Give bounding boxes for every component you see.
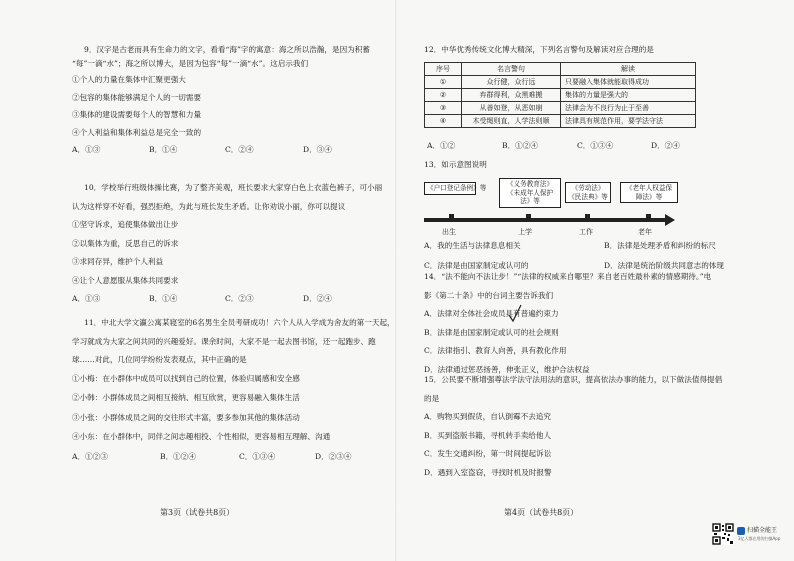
tick-birth (449, 214, 454, 220)
q11-stem-line-1: 11．中北大学文瀛公寓某寝室的6名男生全员考研成功！六个人从入学成为舍友的第一天起， (84, 318, 395, 327)
q13-option-b: B．法律是处理矛盾和纠纷的标尺 (604, 241, 716, 250)
q11-item-2: ②小韩：小群体成员之间相互接纳、相互欣赏，更容易融入集体生活 (72, 393, 300, 402)
q10-stem-line-1: 10．学校举行班级体操比赛，为了整齐美观，班长要求大家穿白色上衣蓝色裤子，可小丽 (84, 183, 383, 192)
q12-option-a: A．①② (427, 141, 456, 150)
q12-option-b: B．①②④ (502, 141, 538, 150)
table-row: ④ 木受绳则直，人学法则顺 法律具有规范作用，要学法守法 (425, 115, 696, 128)
q10-item-4: ④让个人意愿服从集体共同要求 (72, 275, 179, 285)
stage-school: 上学 (518, 228, 532, 236)
law-box-school: 《义务教育法》《未成年人保护法》等 (499, 178, 561, 208)
page-3-footer: 第3页（试卷共8页） (160, 508, 235, 517)
q10-option-a: A．①③ (72, 294, 101, 303)
q15-option-a: A．购物买到假货，自认倒霉不去追究 (424, 412, 551, 421)
q10-options (72, 294, 389, 305)
q9-stem-line-1: 9．汉字是古老而具有生命力的文字，看看“海”字的寓意：海之所以浩瀚，是因为积蓄 (84, 45, 370, 54)
stage-birth: 出生 (442, 228, 456, 236)
q11-item-4: ④小东：在小群体中，同伴之间志趣相投、个性相似，更容易相互理解、沟通 (72, 432, 331, 441)
q13-options (424, 241, 784, 271)
q14-option-d: D．法律通过惩恶扬善，伸张正义，维护合法权益 (424, 364, 590, 374)
header-interpretation: 解读 (561, 63, 696, 76)
q9-item-1: ①个人的力量在集体中汇聚更强大 (72, 75, 186, 84)
q9-option-a: A．①③ (72, 145, 101, 154)
q13-option-d: D．法律是统治阶级共同意志的体现 (604, 260, 724, 270)
q9-item-3: ③集体的建设需要每个人的智慧和力量 (72, 110, 202, 119)
qr-code-icon (712, 523, 734, 545)
scanner-app-tagline: 3亿人都在用的扫描App (738, 536, 781, 541)
q15-option-b: B．买到盗版书籍，寻机转手卖给他人 (424, 430, 552, 440)
question-11 (72, 318, 395, 462)
q15-option-d: D．遇到入室盗窃，寻找时机及时报警 (424, 467, 552, 477)
timeline-arrow (424, 218, 667, 222)
q14-option-b: B．法律是由国家制定或认可的社会规则 (424, 327, 559, 337)
q12-options (427, 141, 680, 152)
maxims-table (424, 62, 696, 128)
question-9 (72, 45, 389, 156)
q15-stem-line-1: 15．公民要不断增强尊法学法守法用法的意识，提高依法办事的能力，以下做法值得提倡 (424, 375, 723, 384)
q13-option-a: A．我的生活与法律息息相关 (424, 241, 521, 250)
q10-stem-line-2: 认为这样穿不好看，强烈拒绝，为此与班长发生矛盾。让你劝说小丽，你可以提议 (72, 201, 346, 211)
scanner-app-name: 扫描全能王 (747, 527, 778, 534)
q10-option-b: B．①④ (149, 294, 178, 303)
q14-option-c: C．法律指引、教育人向善，具有教化作用 (424, 346, 567, 355)
arrow-head-icon (665, 214, 675, 226)
q11-option-b: B．①②④ (160, 451, 196, 461)
table-row: ① 众行健，众行远 只要融入集体就能取得成功 (425, 76, 696, 89)
tick-old-age (646, 214, 651, 220)
q10-option-c: C．②③ (225, 294, 254, 303)
q11-item-3: ③小张：小群体成员之间的交往形式丰富，要多参加其他的集体活动 (72, 412, 300, 422)
question-13-stem: 13．如示意图说明 (424, 160, 487, 169)
scanner-app-badge (712, 523, 784, 545)
q10-item-1: ①坚守诉求，追使集体做出让步 (72, 220, 179, 229)
q9-stem-line-2: “每”一滴“水”；海之所以博大，是因为包容“每”一滴“水”。这启示我们 (72, 58, 309, 68)
q9-item-2: ②包容的集体能够满足个人的一切需要 (72, 92, 202, 102)
q9-option-d: D．③④ (303, 145, 332, 154)
header-maxim: 名言警句 (462, 63, 561, 76)
stage-old-age: 老年 (638, 228, 652, 236)
q13-option-c: C．法律是由国家制定或认可的 (424, 260, 529, 270)
q14-option-a: A．法律对全体社会成员具有普遍约束力 (424, 309, 559, 318)
q11-option-d: D．②③④ (315, 451, 352, 461)
maxims-table-header (425, 63, 696, 76)
life-stage-law-timeline (422, 178, 682, 238)
q15-stem-line-2: 的是 (424, 393, 440, 403)
scanner-logo-icon (737, 527, 745, 535)
q14-stem-line-2: 影《第二十条》中的台词主要告诉我们 (424, 290, 554, 300)
exam-page-4 (397, 0, 794, 561)
table-row: ② 弃群得利，众黑难搬 集体的力量是强大的 (425, 89, 696, 102)
law-box-work: 《劳动法》《民法典》等 (565, 182, 611, 203)
q11-stem-line-2: 学习就成为大家之间共同的兴趣爱好。课余时间，大家不是一起去图书馆，还一起跑步、跑 (72, 336, 376, 346)
q11-option-a: A．①②③ (72, 451, 108, 461)
q9-options (72, 145, 389, 156)
q12-option-c: C．①③④ (577, 141, 614, 150)
table-row: ③ 从善如登，从恶如崩 法律会为不良行为止于至善 (425, 102, 696, 115)
law-box-birth: 《户口登记条例》等 (424, 182, 476, 195)
q11-options (72, 452, 394, 463)
q11-option-c: C．①③④ (239, 451, 276, 461)
q9-item-4: ④个人利益和集体利益总是完全一致的 (72, 127, 202, 137)
q9-option-b: B．①④ (149, 145, 178, 154)
q12-option-d: D．②④ (651, 141, 680, 150)
q11-item-1: ①小梅：在小群体中成员可以找到自己的位置，体验归属感和安全感 (72, 373, 300, 383)
pen-mark-icon (507, 303, 523, 325)
q11-stem-line-3: 球……对此，几位同学纷纷发表观点，其中正确的是 (72, 355, 247, 364)
q14-stem-line-1: 14．“法不能向不法让步！”“法律的权威来自哪里？来自老百姓最朴素的情感期待。”电 (424, 272, 712, 281)
question-14 (424, 272, 790, 375)
header-number: 序号 (425, 63, 462, 76)
question-12-stem: 12．中华优秀传统文化博大精深，下列名言警句及解读对应合理的是 (424, 45, 654, 54)
law-box-old-age: 《老年人权益保障法》等 (620, 182, 678, 203)
page-4-footer: 第4页（试卷共8页） (504, 508, 579, 517)
stage-work: 工作 (579, 228, 593, 236)
q10-item-2: ②以集体为重，反思自己的诉求 (72, 238, 179, 248)
question-15 (424, 375, 790, 478)
q10-option-d: D．②④ (303, 294, 332, 303)
tick-work (585, 214, 590, 220)
q9-option-c: C．②④ (225, 145, 254, 154)
q10-item-3: ③求同存异，维护个人利益 (72, 257, 164, 266)
question-10 (72, 183, 389, 305)
tick-school (526, 214, 531, 220)
q15-option-c: C．发生交通纠纷，第一时间提起诉讼 (424, 449, 552, 458)
